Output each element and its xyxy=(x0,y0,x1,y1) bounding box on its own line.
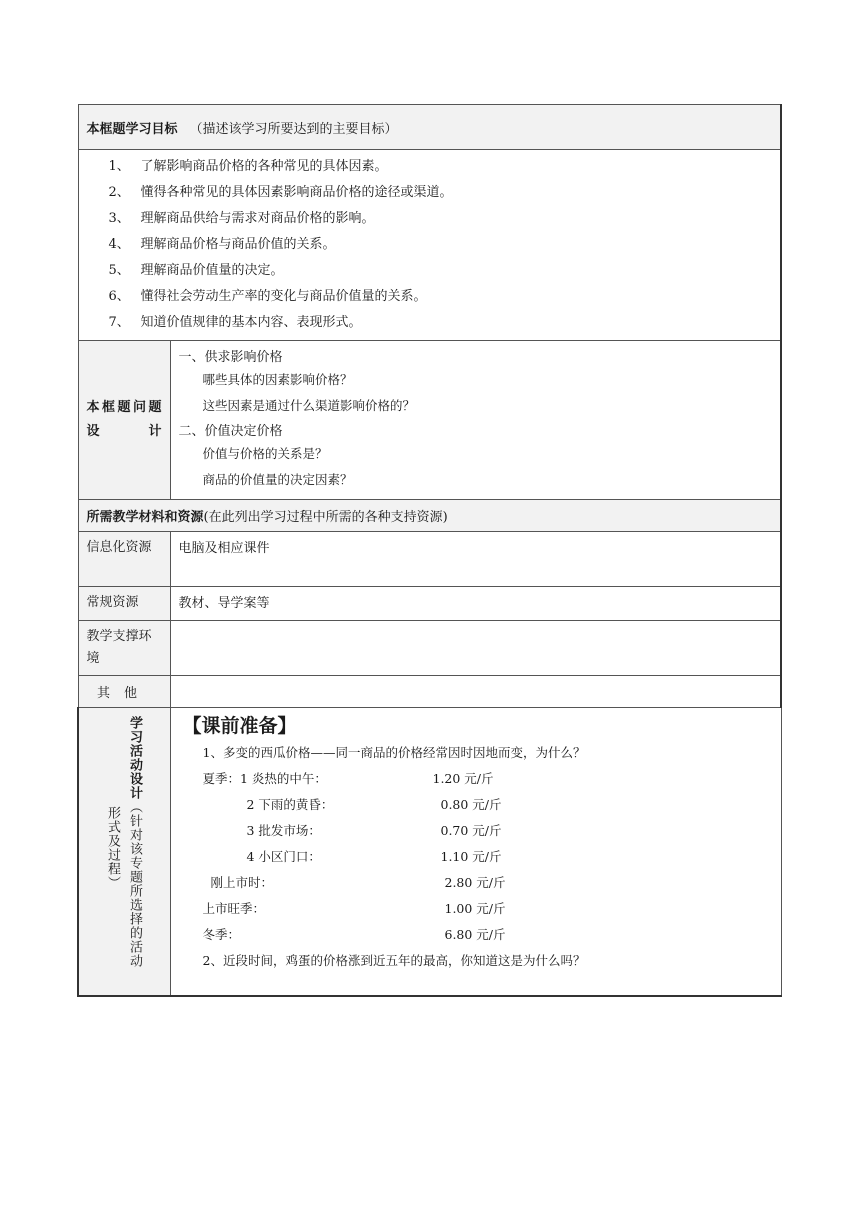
objectives-header-row xyxy=(78,105,781,150)
objectives-note: （描述该学习所要达到的主要目标） xyxy=(189,121,398,137)
objective-item: 1、 了解影响商品价格的各种常见的具体因素。 xyxy=(108,159,388,174)
objectives-header xyxy=(78,105,781,150)
resource-value xyxy=(170,676,781,708)
objective-item: 3、 理解商品供给与需求对商品价格的影响。 xyxy=(108,211,375,226)
resource-row xyxy=(78,621,781,676)
resources-header xyxy=(78,500,781,532)
objectives-list xyxy=(78,150,781,341)
resource-value xyxy=(170,621,781,676)
question-item: 哪些具体的因素影响价格？ xyxy=(202,372,353,387)
question-design-row xyxy=(78,341,781,500)
resources-note: (在此列出学习过程中所需的各种支持资源) xyxy=(203,510,448,525)
resource-row xyxy=(78,676,781,708)
question-item: 价值与价格的关系是？ xyxy=(202,446,328,461)
price-row: 夏季：1 炎热的中午： 1.20 元/斤 xyxy=(202,771,494,786)
resource-value: 教材、导学案等 xyxy=(170,587,781,621)
resource-label: 信息化资源 xyxy=(78,532,170,587)
price-row: 3 批发市场： 0.70 元/斤 xyxy=(246,823,502,838)
question-item: 商品的价值量的决定因素？ xyxy=(202,472,353,487)
question-item: 这些因素是通过什么渠道影响价格的？ xyxy=(202,398,416,413)
price-row: 冬季： 6.80 元/斤 xyxy=(202,927,506,942)
objectives-list-row xyxy=(78,150,781,341)
resource-label: 常规资源 xyxy=(78,587,170,621)
resource-row xyxy=(78,587,781,621)
lesson-plan-table xyxy=(77,104,782,997)
activity-label-main: 学习活动设计（针对该专题所选择的活动 xyxy=(127,716,142,968)
objective-item: 5、 理解商品价值量的决定。 xyxy=(108,263,284,278)
resources-header-row xyxy=(78,500,781,532)
activity-content xyxy=(170,708,781,996)
question-section-title: 一、供求影响价格 xyxy=(178,350,283,365)
question-design-label: 本框题问题设计 xyxy=(78,341,170,500)
objective-item: 4、 理解商品价格与商品价值的关系。 xyxy=(108,237,336,252)
activity-heading: 【课前准备】 xyxy=(182,715,297,737)
resource-label: 其他 xyxy=(78,676,170,708)
activity-row xyxy=(78,708,781,996)
question-design-content xyxy=(170,341,781,500)
resource-label: 教学支撑环境 xyxy=(78,621,170,676)
price-row: 4 小区门口： 1.10 元/斤 xyxy=(246,849,502,864)
objectives-title: 本框题学习目标 xyxy=(86,121,178,137)
activity-label xyxy=(78,708,170,996)
price-row: 2 下雨的黄昏： 0.80 元/斤 xyxy=(246,797,502,812)
resource-value: 电脑及相应课件 xyxy=(170,532,781,587)
objective-item: 2、 懂得各种常见的具体因素影响商品价格的途径或渠道。 xyxy=(108,185,453,200)
activity-label-side: 形式及过程） xyxy=(105,806,120,890)
price-row: 上市旺季： 1.00 元/斤 xyxy=(202,901,506,916)
question-section-title: 二、价值决定价格 xyxy=(178,424,283,439)
activity-question-2: 2、近段时间，鸡蛋的价格涨到近五年的最高，你知道这是为什么吗？ xyxy=(202,953,586,968)
activity-question-1: 1、多变的西瓜价格——同一商品的价格经常因时因地而变，为什么？ xyxy=(202,745,586,760)
objective-item: 7、 知道价值规律的基本内容、表现形式。 xyxy=(108,315,362,330)
resources-title: 所需教学材料和资源 xyxy=(86,510,204,525)
objective-item: 6、 懂得社会劳动生产率的变化与商品价值量的关系。 xyxy=(108,289,427,304)
price-row: 刚上市时： 2.80 元/斤 xyxy=(210,875,506,890)
resource-row xyxy=(78,532,781,587)
